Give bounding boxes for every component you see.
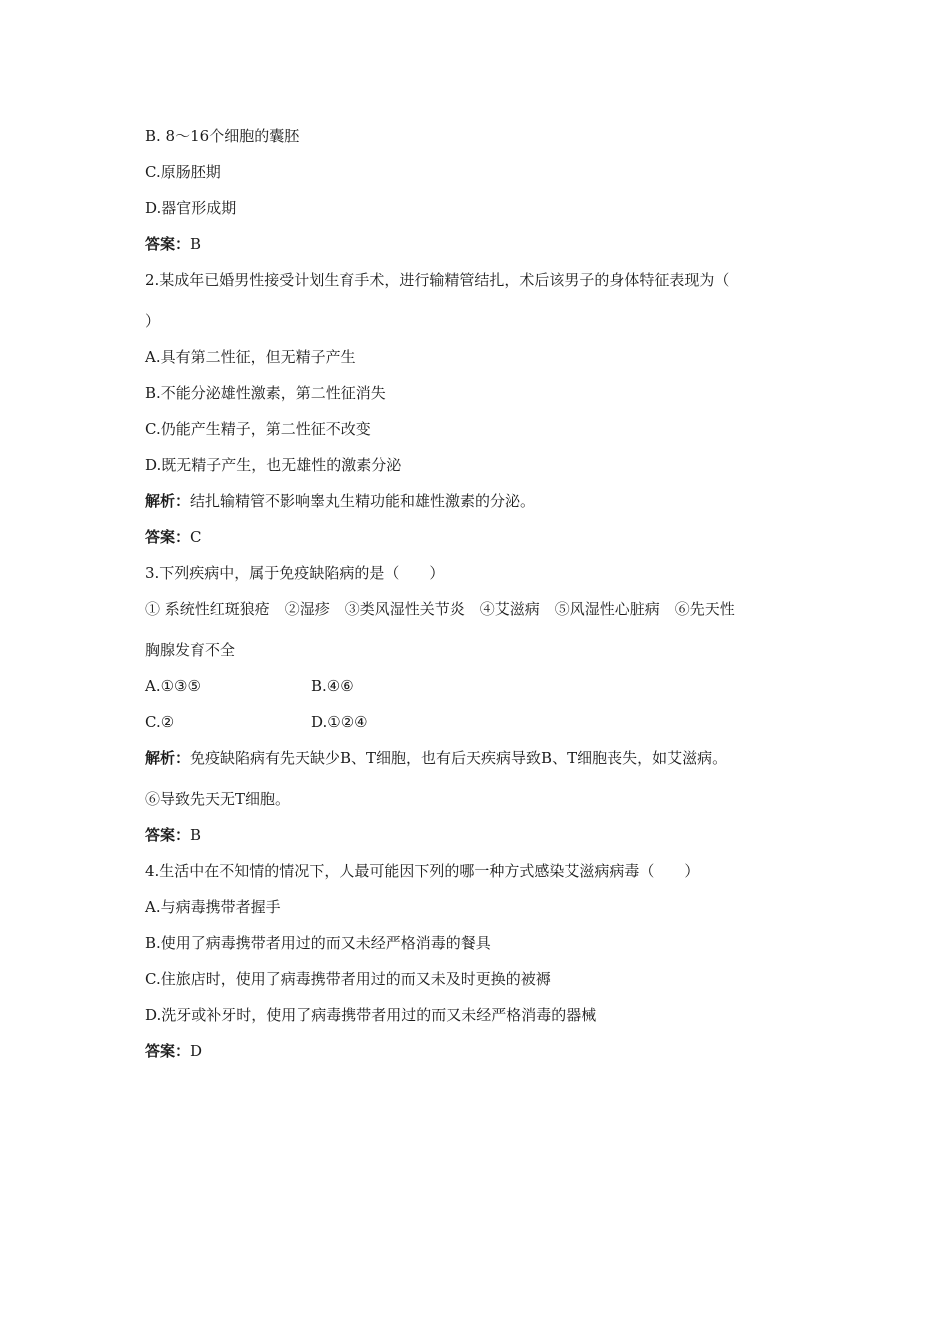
- q3-option-a: A.①③⑤: [145, 677, 201, 695]
- analysis-text: 结扎输精管不影响睾丸生精功能和雄性激素的分泌。: [190, 492, 536, 510]
- answer-value: C: [190, 528, 202, 546]
- q2-option-a: A.具有第二性征，但无精子产生: [145, 348, 356, 366]
- answer-label: 答案：: [145, 826, 191, 844]
- answer-value: B: [190, 826, 202, 844]
- q4-option-c: C.住旅店时，使用了病毒携带者用过的而又未及时更换的被褥: [145, 970, 551, 988]
- q2-answer: [145, 527, 202, 547]
- q3-analysis: [145, 748, 727, 768]
- q4-stem: 4.生活中在不知情的情况下，人最可能因下列的哪一种方式感染艾滋病病毒（ ）: [145, 862, 700, 880]
- answer-label: 答案：: [145, 1042, 191, 1060]
- q2-stem-line2: ）: [145, 312, 161, 330]
- q2-analysis: [145, 491, 535, 511]
- q4-option-a: A.与病毒携带者握手: [145, 898, 281, 916]
- q4-option-d: D.洗牙或补牙时，使用了病毒携带者用过的而又未经严格消毒的器械: [145, 1006, 597, 1024]
- q1-option-d: D.器官形成期: [145, 199, 237, 217]
- q2-option-c: C.仍能产生精子，第二性征不改变: [145, 420, 371, 438]
- answer-label: 答案：: [145, 235, 191, 253]
- q3-option-d: D.①②④: [311, 713, 368, 731]
- q3-options-row2: [145, 712, 368, 732]
- q1-option-c: C.原肠胚期: [145, 163, 221, 181]
- q2-stem-line1: 2.某成年已婚男性接受计划生育手术，进行输精管结扎，术后该男子的身体特征表现为（: [145, 271, 730, 289]
- q3-items-line2: 胸腺发育不全: [145, 641, 236, 659]
- q3-items-line1: ① 系统性红斑狼疮 ②湿疹 ③类风湿性关节炎 ④艾滋病 ⑤风湿性心脏病 ⑥先天性: [145, 600, 735, 618]
- q2-option-d: D.既无精子产生，也无雄性的激素分泌: [145, 456, 402, 474]
- q3-stem: 3.下列疾病中，属于免疫缺陷病的是（ ）: [145, 564, 445, 582]
- q2-option-b: B.不能分泌雄性激素，第二性征消失: [145, 384, 386, 402]
- q4-answer: [145, 1041, 202, 1061]
- analysis-text-line1: 免疫缺陷病有先天缺少B、T细胞，也有后天疾病导致B、T细胞丧失，如艾滋病。: [190, 749, 728, 767]
- q3-analysis-line2: ⑥导致先天无T细胞。: [145, 790, 291, 808]
- q4-option-b: B.使用了病毒携带者用过的而又未经严格消毒的餐具: [145, 934, 491, 952]
- analysis-label: 解析：: [145, 492, 191, 510]
- answer-value: B: [190, 235, 202, 253]
- answer-label: 答案：: [145, 528, 191, 546]
- q3-option-c: C.②: [145, 713, 175, 731]
- analysis-label: 解析：: [145, 749, 191, 767]
- q3-answer: [145, 825, 201, 845]
- q1-answer: [145, 234, 201, 254]
- q1-option-b: B. 8～16个细胞的囊胚: [145, 127, 300, 145]
- q3-options-row1: [145, 676, 354, 696]
- answer-value: D: [190, 1042, 203, 1060]
- q3-option-b: B.④⑥: [311, 677, 354, 695]
